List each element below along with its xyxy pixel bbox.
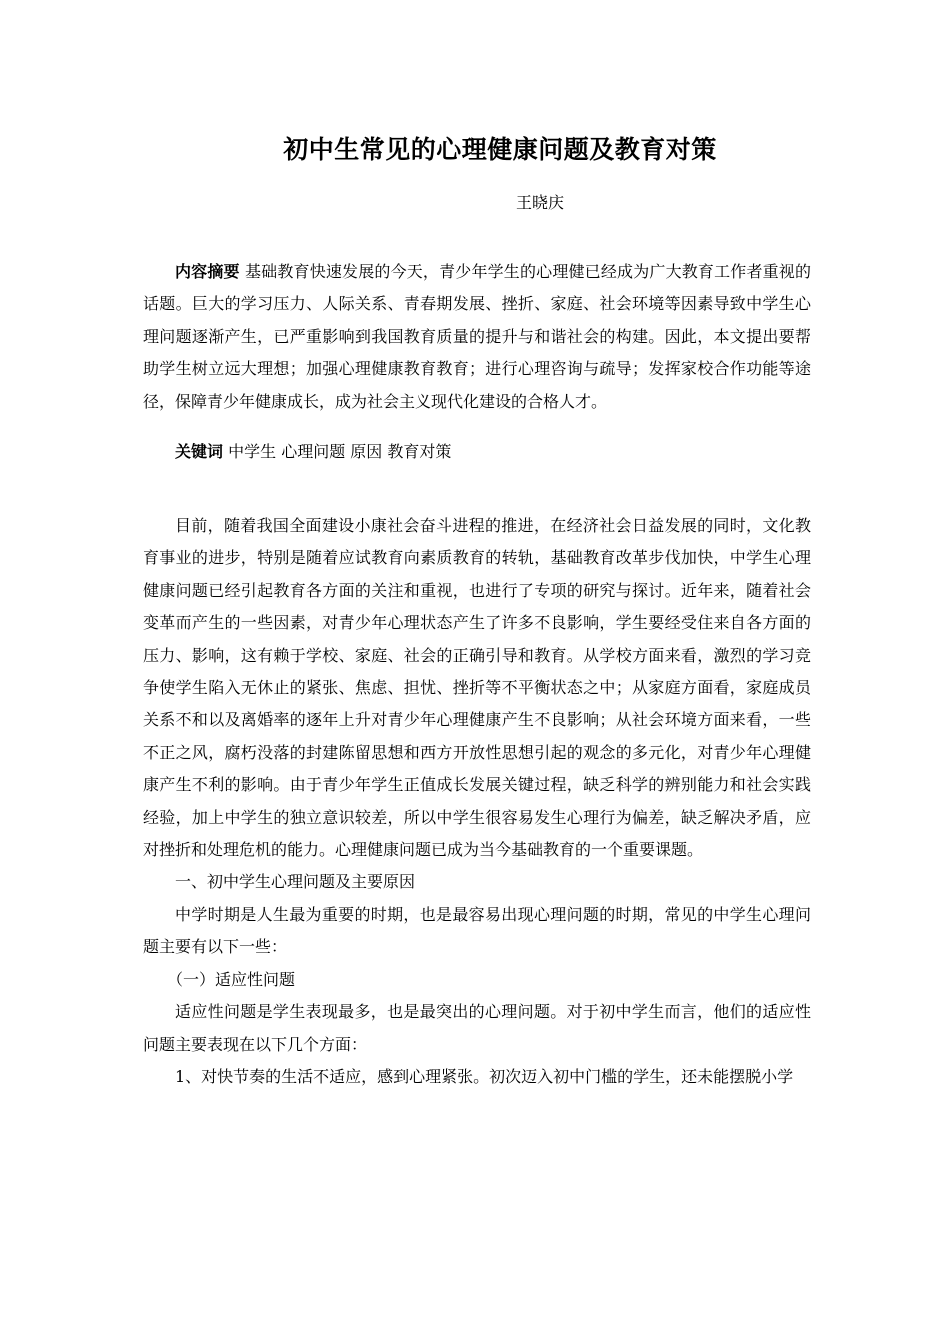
abstract-section	[143, 256, 811, 418]
keywords-paragraph	[143, 436, 811, 468]
keywords-section	[143, 436, 811, 468]
keywords-label: 关键词	[175, 442, 224, 461]
abstract-text: 基础教育快速发展的今天，青少年学生的心理健已经成为广大教育工作者重视的话题。巨大的学习压力、人际关系、青春期发展、挫折、家庭、社会环境等因素导致中学生心理问题逐渐产生，已严重影响到我国教育质量的提升与和谐社会的构建。因此，本文提出要帮助学生树立远大理想；加强心理健康教育教育；进行心理咨询与疏导；发挥家校合作功能等途径，保障青少年健康成长，成为社会主义现代化建设的合格人才。	[143, 262, 811, 411]
body-paragraph: 适应性问题是学生表现最多，也是最突出的心理问题。对于初中学生而言，他们的适应性问题主要表现在以下几个方面：	[143, 1002, 811, 1054]
keywords-text: 中学生 心理问题 原因 教育对策	[228, 442, 452, 461]
section-heading: 一、初中学生心理问题及主要原因	[175, 872, 416, 892]
abstract-label: 内容摘要	[175, 262, 240, 281]
body-paragraph: 目前，随着我国全面建设小康社会奋斗进程的推进，在经济社会日益发展的同时，文化教育事业的进步，特别是随着应试教育向素质教育的转轨，基础教育改革步伐加快，中学生心理健康问题已经引起教育各方面的关注和重视，也进行了专项的研究与探讨。近年来，随着社会变革而产生的一些因素，对青少年心理状态产生了许多不良影响，学生要经受住来自各方面的压力、影响，这有赖于学校、家庭、社会的正确引导和教育。从学校方面来看，激烈的学习竞争使学生陷入无休止的紧张、焦虑、担忧、挫折等不平衡状态之中；从家庭方面看，家庭成员关系不和以及离婚率的逐年上升对青少年心理健康产生不良影响；从社会环境方面来看，一些不正之风，腐朽没落的封建陈留思想和西方开放性思想引起的观念的多元化，对青少年心理健康产生不利的影响。由于青少年学生正值成长发展关键过程，缺乏科学的辨别能力和社会实践经验，加上中学生的独立意识较差，所以中学生很容易发生心理行为偏差，缺乏解决矛盾，应对挫折和处理危机的能力。心理健康问题已成为当今基础教育的一个重要课题。	[143, 516, 811, 860]
subsection-heading: （一）适应性问题	[167, 969, 296, 989]
author-name: 王晓庆	[515, 193, 564, 212]
body-paragraph: 1、对快节奏的生活不适应，感到心理紧张。初次迈入初中门槛的学生，还未能摆脱小学	[175, 1066, 794, 1086]
body-paragraph: 中学时期是人生最为重要的时期，也是最容易出现心理问题的时期，常见的中学生心理问题主要有以下一些：	[143, 904, 811, 957]
main-text	[143, 510, 811, 1093]
abstract-paragraph	[143, 256, 811, 418]
page-title: 初中生常见的心理健康问题及教育对策	[283, 135, 717, 164]
